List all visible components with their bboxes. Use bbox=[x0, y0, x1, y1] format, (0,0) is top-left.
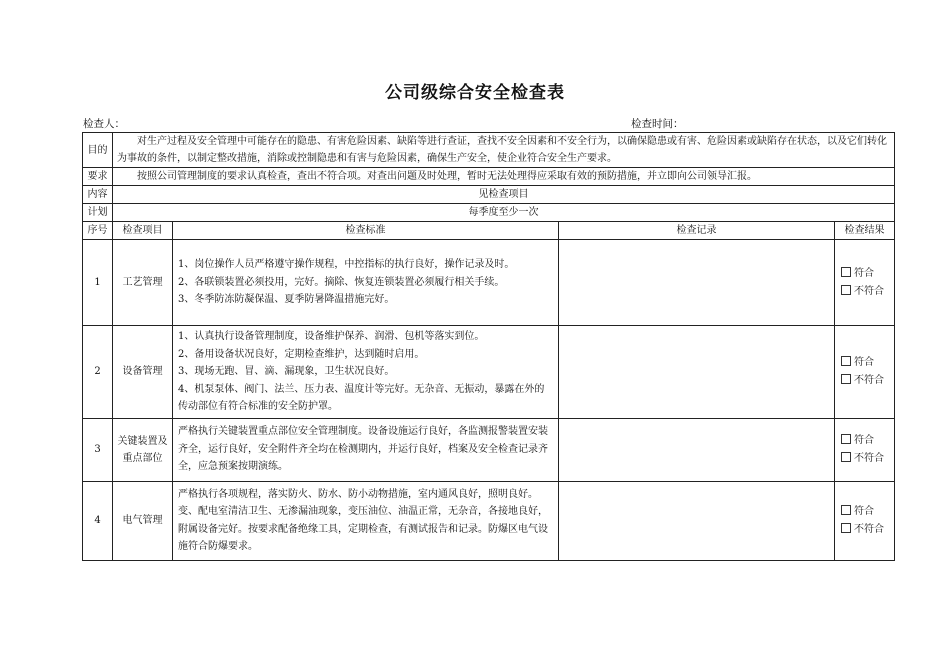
result-option-label: 不符合 bbox=[854, 285, 884, 297]
result-option-fail[interactable] bbox=[841, 283, 890, 301]
table-row bbox=[83, 418, 895, 481]
inspection-item: 电气管理 bbox=[113, 481, 173, 560]
checkbox-icon[interactable] bbox=[841, 523, 851, 533]
standard-line: 严格执行各项规程，落实防火、防水、防小动物措施，室内通风良好，照明良好。变、配电室清洁卫生、无渗漏油现象，变压油位、油温正常，无杂音，各接地良好，附属设备完好。按要求配备绝缘工具，定期检查，有测试报告和记录。防爆区电气设施符合防爆要求。 bbox=[178, 488, 548, 552]
requirement-row bbox=[83, 168, 895, 186]
header-item: 检查项目 bbox=[113, 222, 173, 240]
inspection-result bbox=[835, 240, 895, 326]
column-header-row bbox=[83, 222, 895, 240]
checkbox-icon[interactable] bbox=[841, 434, 851, 444]
content-label: 内容 bbox=[83, 186, 113, 204]
result-option-fail[interactable] bbox=[841, 521, 890, 539]
inspection-standard bbox=[173, 481, 559, 560]
standard-line: 严格执行关键装置重点部位安全管理制度。设备设施运行良好，各监测报警装置安装齐全，运行良好，安全附件齐全均在检测期内，并运行良好，档案及安全检查记录齐全，应急预案按期演练。 bbox=[178, 426, 548, 473]
standard-line: 3、现场无跑、冒、滴、漏现象，卫生状况良好。 bbox=[178, 366, 395, 377]
checkbox-icon[interactable] bbox=[841, 267, 851, 277]
standard-line: 1、认真执行设备管理制度，设备维护保养、润滑、包机等落实到位。 bbox=[178, 331, 485, 342]
inspection-result bbox=[835, 326, 895, 419]
result-option-pass[interactable] bbox=[841, 503, 890, 521]
inspection-result bbox=[835, 481, 895, 560]
inspection-result bbox=[835, 418, 895, 481]
standard-line: 4、机泵泵体、阀门、法兰、压力表、温度计等完好。无杂音、无振动，暴露在外的传动部位有符合标准的安全防护罩。 bbox=[178, 383, 545, 412]
result-option-label: 符合 bbox=[854, 434, 874, 446]
checkbox-icon[interactable] bbox=[841, 374, 851, 384]
plan-text: 每季度至少一次 bbox=[113, 204, 895, 222]
result-option-label: 符合 bbox=[854, 356, 874, 368]
header-standard: 检查标准 bbox=[173, 222, 559, 240]
header-record: 检查记录 bbox=[559, 222, 835, 240]
purpose-row bbox=[83, 133, 895, 168]
inspection-standard bbox=[173, 418, 559, 481]
standard-line: 1、岗位操作人员严格遵守操作规程，中控指标的执行良好，操作记录及时。 bbox=[178, 259, 515, 271]
standard-line: 2、备用设备状况良好，定期检查维护，达到随时启用。 bbox=[178, 348, 425, 360]
result-option-label: 不符合 bbox=[854, 523, 884, 535]
inspection-table bbox=[82, 132, 895, 561]
header-no: 序号 bbox=[83, 222, 113, 240]
row-number: 3 bbox=[83, 418, 113, 481]
result-option-fail[interactable] bbox=[841, 372, 890, 390]
result-option-pass[interactable] bbox=[841, 432, 890, 450]
result-option-label: 符合 bbox=[854, 505, 874, 517]
result-option-fail[interactable] bbox=[841, 450, 890, 468]
result-option-pass[interactable] bbox=[841, 354, 890, 372]
content-text: 见检查项目 bbox=[113, 186, 895, 204]
result-option-label: 符合 bbox=[854, 267, 874, 279]
result-option-pass[interactable] bbox=[841, 265, 890, 283]
checkbox-icon[interactable] bbox=[841, 285, 851, 295]
inspector-label: 检查人： bbox=[83, 118, 125, 130]
inspection-time-label: 检查时间： bbox=[631, 118, 684, 130]
inspection-item: 工艺管理 bbox=[113, 240, 173, 326]
inspection-record-field[interactable] bbox=[559, 481, 835, 560]
plan-row bbox=[83, 204, 895, 222]
page-title: 公司级综合安全检查表 bbox=[385, 83, 565, 103]
standard-line: 2、各联锁装置必须投用，完好。摘除、恢复连锁装置必须履行相关手续。 bbox=[178, 276, 505, 288]
checkbox-icon[interactable] bbox=[841, 452, 851, 462]
inspection-item: 设备管理 bbox=[113, 326, 173, 419]
row-number: 1 bbox=[83, 240, 113, 326]
header-result: 检查结果 bbox=[835, 222, 895, 240]
table-row bbox=[83, 326, 895, 419]
checkbox-icon[interactable] bbox=[841, 356, 851, 366]
table-row bbox=[83, 481, 895, 560]
inspection-record-field[interactable] bbox=[559, 326, 835, 419]
row-number: 4 bbox=[83, 481, 113, 560]
inspection-standard bbox=[173, 326, 559, 419]
inspection-standard bbox=[173, 240, 559, 326]
standard-line: 3、冬季防冻防凝保温、夏季防暑降温措施完好。 bbox=[178, 294, 395, 306]
purpose-text: 对生产过程及安全管理中可能存在的隐患、有害危险因素、缺陷等进行查证，查找不安全因素和不安全行为，以确保隐患或有害、危险因素或缺陷存在状态，以及它们转化为事故的条件，以制定整改措施，消除或控制隐患和有害与危险因素，确保生产安全，使企业符合安全生产要求。 bbox=[113, 133, 895, 168]
content-row bbox=[83, 186, 895, 204]
plan-label: 计划 bbox=[83, 204, 113, 222]
inspection-item: 关键装置及重点部位 bbox=[113, 418, 173, 481]
inspection-record-field[interactable] bbox=[559, 418, 835, 481]
requirement-label: 要求 bbox=[83, 168, 113, 186]
row-number: 2 bbox=[83, 326, 113, 419]
requirement-text: 按照公司管理制度的要求认真检查，查出不符合项。对查出问题及时处理，暂时无法处理得应采取有效的预防措施，并立即向公司领导汇报。 bbox=[113, 168, 895, 186]
inspection-record-field[interactable] bbox=[559, 240, 835, 326]
table-row bbox=[83, 240, 895, 326]
purpose-label: 目的 bbox=[83, 133, 113, 168]
result-option-label: 不符合 bbox=[854, 374, 884, 386]
checkbox-icon[interactable] bbox=[841, 505, 851, 515]
result-option-label: 不符合 bbox=[854, 452, 884, 464]
